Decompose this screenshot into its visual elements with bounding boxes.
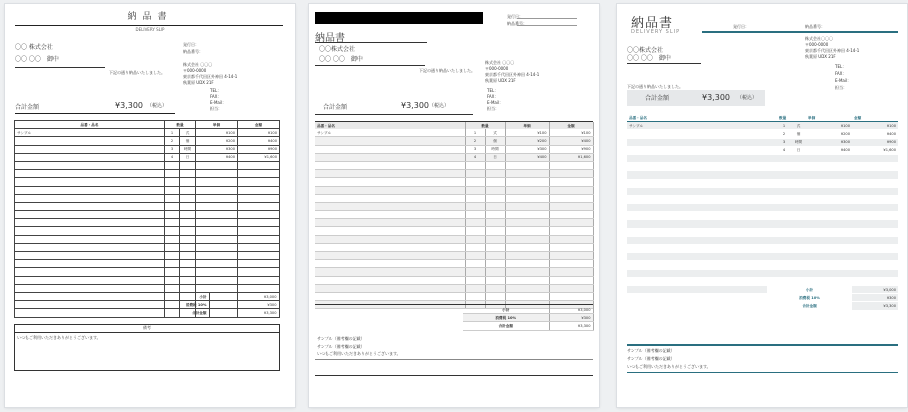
total-box: [627, 90, 765, 106]
table-row-empty: [315, 161, 593, 169]
total-amount: ¥3,300: [115, 101, 143, 110]
issue-date-label: 発行日：: [183, 42, 199, 47]
table-row-empty: [315, 276, 593, 284]
issuer-company: 株式会社〇〇〇: [805, 36, 833, 41]
total-tax-note: （税込）: [147, 103, 168, 109]
issuer-company: 株式会社 〇〇〇: [485, 60, 515, 65]
contact-email: E-Mail：: [835, 78, 852, 83]
table-row-empty: [15, 211, 280, 219]
delivery-slip-template-3[interactable]: [617, 4, 907, 407]
issuer-building: 秋葉原 UDX 21F: [183, 80, 214, 85]
total-tax-note: （税込）: [429, 103, 450, 109]
customer-addressee: 〇〇 〇〇 御中: [627, 55, 671, 62]
remarks-line: サンプル（備考欄の記載）: [317, 336, 365, 341]
table-row-empty: [15, 243, 280, 251]
table-row-empty: [15, 235, 280, 243]
issuer-company: 株式会社 〇〇〇: [183, 62, 213, 67]
remarks-box: [14, 324, 280, 371]
table-row: 4 日 ¥400 ¥1,600: [315, 153, 593, 161]
table-row-empty: [15, 161, 280, 169]
delivery-slip-template-2[interactable]: [309, 4, 599, 407]
contact-person: 担当：: [487, 106, 499, 111]
remarks-text: いつもご利用いただきありがとうございます。: [17, 335, 101, 340]
table-row-empty: [627, 187, 898, 195]
remarks-line: いつもご利用いただきありがとうございます。: [317, 351, 401, 356]
total-underline: [15, 113, 175, 114]
accent-rule: [627, 344, 898, 346]
summary-row-tax: 消費税 10% ¥300: [145, 301, 279, 309]
delivery-slip-template-1[interactable]: [5, 4, 295, 407]
table-row-empty: [627, 269, 898, 277]
issuer-building: 秋葉原 UDX 21F: [805, 54, 836, 59]
col-header-item: 品番・品名: [627, 114, 777, 122]
remarks-label: 備考: [15, 325, 279, 333]
addressee-underline: [627, 63, 701, 64]
table-row-empty: [315, 243, 593, 251]
contact-tel: TEL：: [487, 88, 499, 93]
table-row: 2 個 ¥200 ¥400: [315, 137, 593, 145]
table-row-empty: [15, 260, 280, 268]
remarks-line: サンプル（備考欄の記載）: [317, 344, 365, 349]
table-row-empty: [627, 212, 898, 220]
redacted-header-bar: [315, 12, 483, 24]
contact-fax: FAX：: [487, 94, 499, 99]
issuer-address: 東京都千代田区外神田 4-14-1: [485, 72, 540, 77]
page-title: 納品書: [631, 16, 674, 31]
summary-row-total: 合計金額 ¥3,300: [463, 322, 593, 330]
table-row-empty: [15, 186, 280, 194]
table-row: 2 個 ¥200 ¥400: [15, 137, 280, 145]
col-header-unit-price: 単価: [505, 122, 549, 129]
addressee-underline: [15, 67, 105, 68]
table-row-empty: [315, 202, 593, 210]
col-header-unit-price: 単価: [196, 121, 238, 129]
page-title: 納品書: [315, 33, 345, 44]
delivery-note: 下記の通り納品いたしました。: [627, 84, 683, 89]
table-row-empty: [315, 284, 593, 292]
contact-email: E-Mail：: [210, 100, 227, 105]
remarks-line: サンプル（備考欄の記載）: [627, 356, 675, 361]
addressee-underline: [315, 65, 425, 66]
table-row: 4 日 ¥400 ¥1,600: [15, 153, 280, 161]
customer-name: 〇〇株式会社: [319, 46, 356, 53]
page-subtitle: DELIVERY SLIP: [135, 27, 165, 32]
col-header-qty: 数量: [465, 122, 505, 129]
title-rule: [15, 25, 283, 26]
total-amount: ¥3,300: [702, 93, 730, 102]
table-row-empty: [627, 220, 898, 228]
table-row-empty: [315, 292, 593, 300]
total-label: 合計金額: [645, 95, 670, 102]
contact-tel: TEL：: [835, 64, 847, 69]
table-row: 2 個 ¥200 ¥400: [627, 130, 898, 138]
table-row-empty: [627, 171, 898, 179]
contact-tel: TEL：: [210, 88, 222, 93]
table-row-empty: [627, 228, 898, 236]
table-row-empty: [315, 178, 593, 186]
summary-table: [145, 292, 280, 318]
table-row-empty: [627, 195, 898, 203]
slip-number-label: 納品番号：: [805, 24, 825, 29]
col-header-unit-price: 単価: [806, 114, 852, 122]
issuer-address: 東京都千代田区外神田 4-14-1: [805, 48, 860, 53]
summary-row-total: 合計金額 ¥3,300: [145, 309, 279, 317]
table-row-empty: [627, 163, 898, 171]
items-table: [315, 122, 594, 309]
summary-row-total: 合計金額 ¥3,300: [767, 302, 898, 310]
page-title: 納品書: [127, 12, 173, 22]
table-row-empty: [627, 179, 898, 187]
items-table: [14, 120, 280, 318]
issue-date-label: 発行日：: [733, 24, 749, 29]
total-underline: [315, 114, 473, 115]
table-row-empty: [315, 260, 593, 268]
table-row-empty: [15, 194, 280, 202]
table-row: 3 時間 ¥300 ¥900: [15, 145, 280, 153]
issuer-address: 東京都千代田区外神田 4-14-1: [183, 74, 238, 79]
contact-person: 担当：: [835, 85, 847, 90]
col-header-qty: 数量: [777, 114, 806, 122]
table-row: 4 日 ¥400 ¥1,600: [627, 146, 898, 154]
total-tax-note: （税込）: [737, 95, 758, 101]
table-row-empty: [15, 219, 280, 227]
summary-table: [767, 286, 898, 311]
issue-date-label: 発行日：: [507, 14, 523, 19]
table-row-empty: [627, 253, 898, 261]
delivery-note: 下記の通り納品いたしました。: [419, 68, 475, 73]
summary-row-subtotal: 小計 ¥3,000: [767, 286, 898, 294]
summary-row-tax: 消費税 10% ¥300: [767, 294, 898, 302]
summary-row-tax: 消費税 10% ¥300: [463, 314, 593, 322]
issuer-building: 秋葉原 UDX 21F: [485, 78, 516, 83]
remarks-line: いつもご利用いただきありがとうございます。: [627, 364, 711, 369]
table-row-empty: [627, 277, 898, 285]
table-row: 3 時間 ¥300 ¥900: [627, 138, 898, 146]
table-row-empty: [15, 252, 280, 260]
items-table: [627, 114, 898, 294]
table-row-empty: [15, 202, 280, 210]
table-row-empty: [15, 268, 280, 276]
table-row-empty: [315, 235, 593, 243]
issuer-postal: 〒000-0000: [805, 42, 829, 47]
table-row-empty: [15, 227, 280, 235]
slip-number-label: 納品番号：: [507, 21, 527, 26]
table-row: サンプル 1 式 ¥100 ¥100: [15, 129, 280, 137]
table-row: サンプル 1 式 ¥100 ¥100: [627, 122, 898, 130]
table-row-empty: [315, 170, 593, 178]
contact-fax: FAX：: [210, 94, 222, 99]
table-row-empty: [15, 178, 280, 186]
customer-name: 〇〇 株式会社: [15, 44, 53, 51]
contact-person: 担当：: [210, 106, 222, 111]
title-rule: [315, 42, 427, 43]
summary-row-subtotal: 小計 ¥3,000: [463, 306, 593, 314]
col-header-item: 品番・品名: [15, 121, 165, 129]
table-row-empty: [315, 186, 593, 194]
accent-rule: [702, 31, 898, 33]
table-row-empty: [315, 252, 593, 260]
customer-addressee: 〇〇 〇〇 御中: [15, 56, 59, 63]
issuer-postal: 〒000-0000: [183, 68, 207, 73]
summary-row-subtotal: 小計 ¥3,000: [145, 293, 279, 301]
col-header-item: 品番・品名: [315, 122, 465, 129]
col-header-qty: 数量: [165, 121, 196, 129]
col-header-amount: 金額: [549, 122, 593, 129]
contact-email: E-Mail：: [487, 100, 504, 105]
issuer-postal: 〒000-0000: [485, 66, 509, 71]
col-header-amount: 金額: [238, 121, 280, 129]
table-row-empty: [315, 227, 593, 235]
table-row-empty: [627, 204, 898, 212]
table-row-empty: [627, 236, 898, 244]
page-subtitle: DELIVERY SLIP: [631, 29, 681, 35]
table-row-empty: [627, 154, 898, 162]
table-row: 3 時間 ¥300 ¥900: [315, 145, 593, 153]
total-label: 合計金額: [15, 104, 40, 111]
table-row-empty: [15, 276, 280, 284]
col-header-amount: 金額: [852, 114, 898, 122]
contact-fax: FAX：: [835, 71, 847, 76]
customer-addressee: 〇〇 〇〇 御中: [319, 56, 363, 63]
slip-number-label: 納品番号：: [183, 49, 203, 54]
total-amount: ¥3,300: [401, 101, 429, 110]
remarks-line: サンプル（備考欄の記載）: [627, 348, 675, 353]
table-row-empty: [627, 261, 898, 269]
delivery-note: 下記の通り納品いたしました。: [109, 70, 165, 75]
customer-name: 〇〇株式会社: [627, 47, 664, 54]
table-row-empty: [315, 194, 593, 202]
table-row-empty: [315, 268, 593, 276]
table-row: サンプル 1 式 ¥100 ¥100: [315, 129, 593, 137]
table-row-empty: [315, 211, 593, 219]
table-row-empty: [315, 219, 593, 227]
summary-table: [463, 306, 594, 331]
table-row-empty: [627, 245, 898, 253]
total-label: 合計金額: [323, 104, 348, 111]
table-row-empty: [15, 170, 280, 178]
